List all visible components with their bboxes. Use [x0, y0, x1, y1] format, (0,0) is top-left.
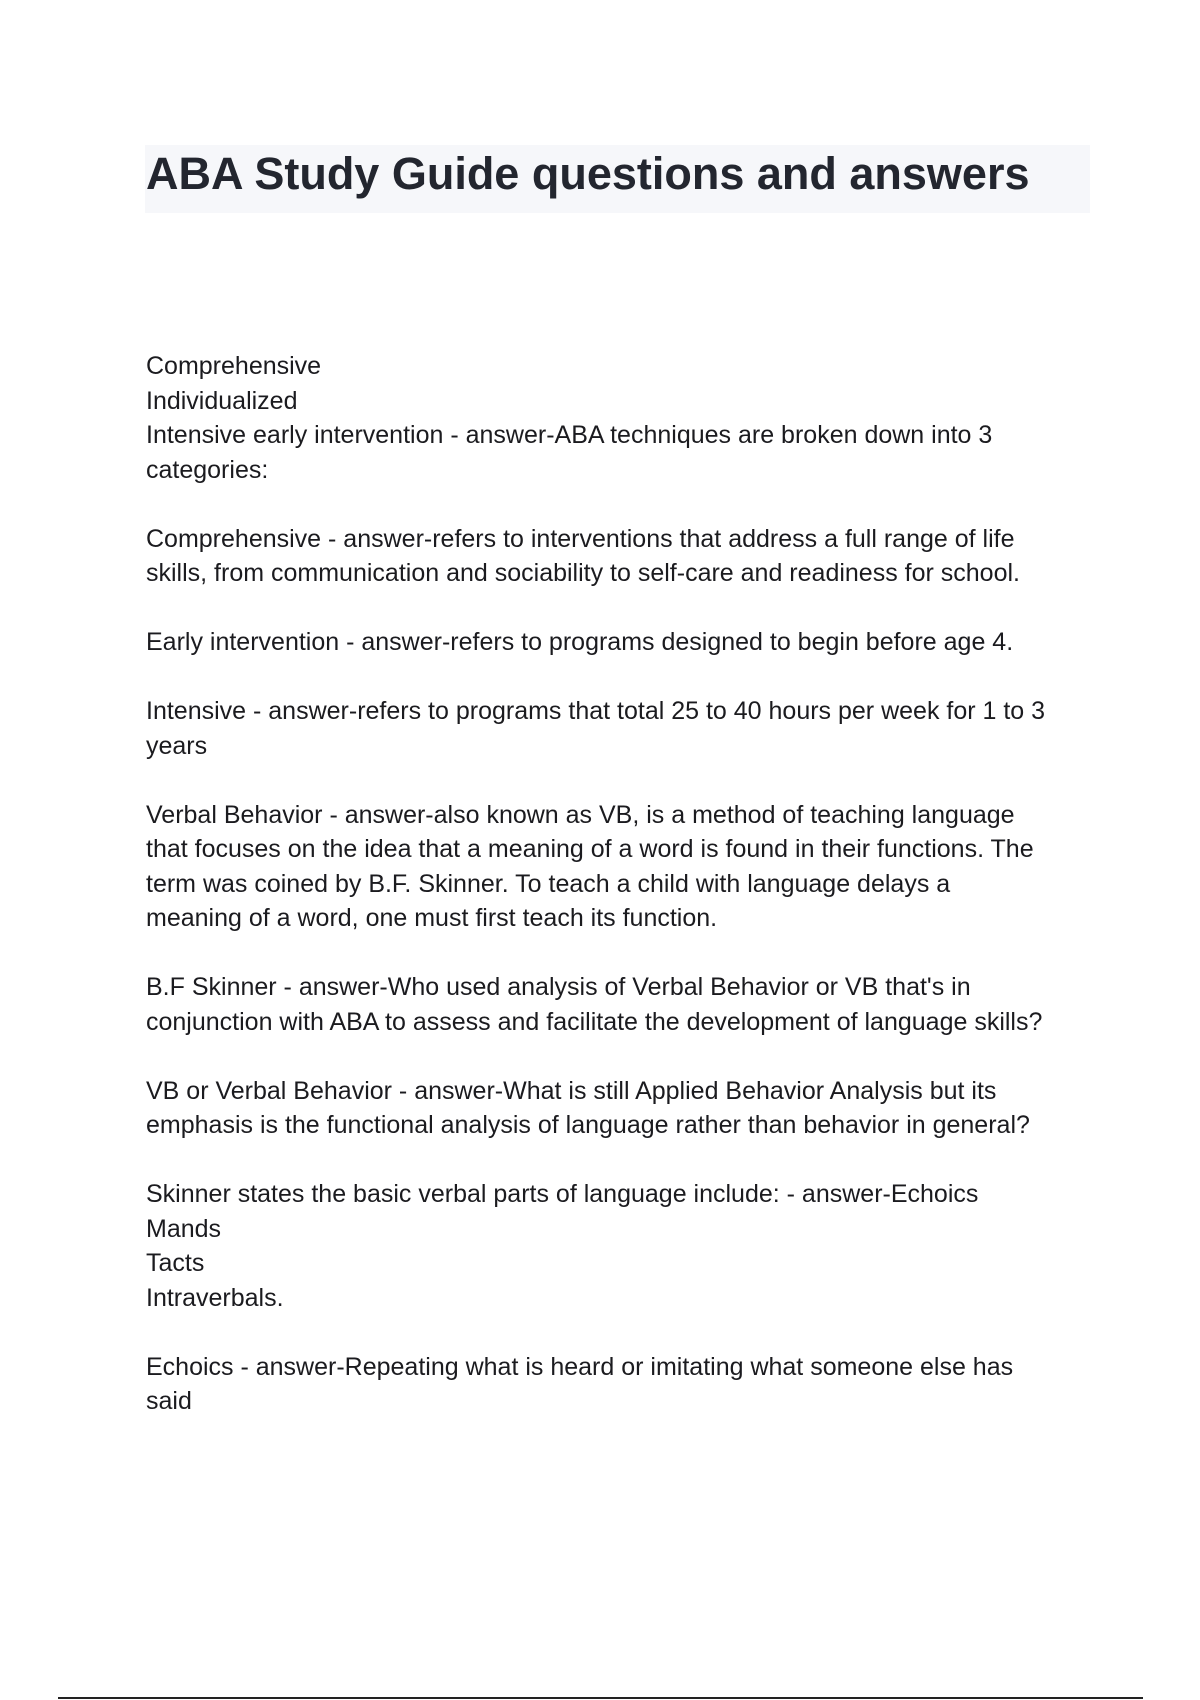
qa-entry-line: Intensive - answer-refers to programs that total 25 to 40 hours per week for 1 to 3 — [146, 697, 1046, 725]
qa-entry-line: VB or Verbal Behavior - answer-What is still Applied Behavior Analysis but its — [146, 1076, 997, 1105]
qa-entry-line: years — [146, 731, 208, 760]
qa-entry-line: that focuses on the idea that a meaning of a word is found in their functions. The — [146, 835, 1034, 863]
page-title: ABA Study Guide questions and answers — [146, 148, 1030, 199]
qa-entry-line: skills, from communication and sociability to self-care and readiness for school. — [146, 559, 1020, 587]
qa-entry-line: Individualized — [146, 386, 298, 415]
qa-entry-line: Intraverbals. — [146, 1283, 284, 1312]
qa-entry-line: B.F Skinner - answer-Who used analysis of Verbal Behavior or VB that's in — [146, 973, 971, 1001]
qa-entry-line: Mands — [146, 1214, 222, 1243]
qa-entry — [146, 694, 1096, 763]
qa-entry — [146, 1074, 1096, 1143]
qa-entry — [146, 349, 1096, 487]
footer-divider — [58, 1697, 1143, 1699]
qa-entry-line: term was coined by B.F. Skinner. To teach a child with language delays a — [146, 869, 951, 898]
qa-entry-line: Verbal Behavior - answer-also known as VB, is a method of teaching language — [146, 800, 1015, 829]
qa-entry-line: Echoics - answer-Repeating what is heard or imitating what someone else has — [146, 1352, 1014, 1381]
qa-entry-line: categories: — [146, 455, 269, 484]
qa-entry-line: Skinner states the basic verbal parts of language include: - answer-Echoics — [146, 1180, 979, 1208]
qa-entry-line: Early intervention - answer-refers to programs designed to begin before age 4. — [146, 628, 1014, 656]
qa-entry — [146, 798, 1096, 936]
qa-entry-line: meaning of a word, one must first teach its function. — [146, 904, 718, 932]
qa-entry-line: Comprehensive - answer-refers to interventions that address a full range of life — [146, 524, 1015, 553]
qa-entry — [146, 522, 1096, 591]
qa-entry-line: Intensive early intervention - answer-ABA techniques are broken down into 3 — [146, 421, 993, 449]
qa-list — [146, 349, 1096, 1453]
qa-entry — [146, 1350, 1096, 1419]
qa-entry-line: emphasis is the functional analysis of language rather than behavior in general? — [146, 1111, 1030, 1139]
qa-entry-line: Comprehensive — [146, 352, 322, 380]
qa-entry-line: Tacts — [146, 1249, 205, 1277]
qa-entry-line: conjunction with ABA to assess and facilitate the development of language skills? — [146, 1007, 1043, 1036]
qa-entry — [146, 625, 1096, 660]
qa-entry — [146, 1177, 1096, 1315]
qa-entry — [146, 970, 1096, 1039]
qa-entry-line: said — [146, 1387, 192, 1415]
